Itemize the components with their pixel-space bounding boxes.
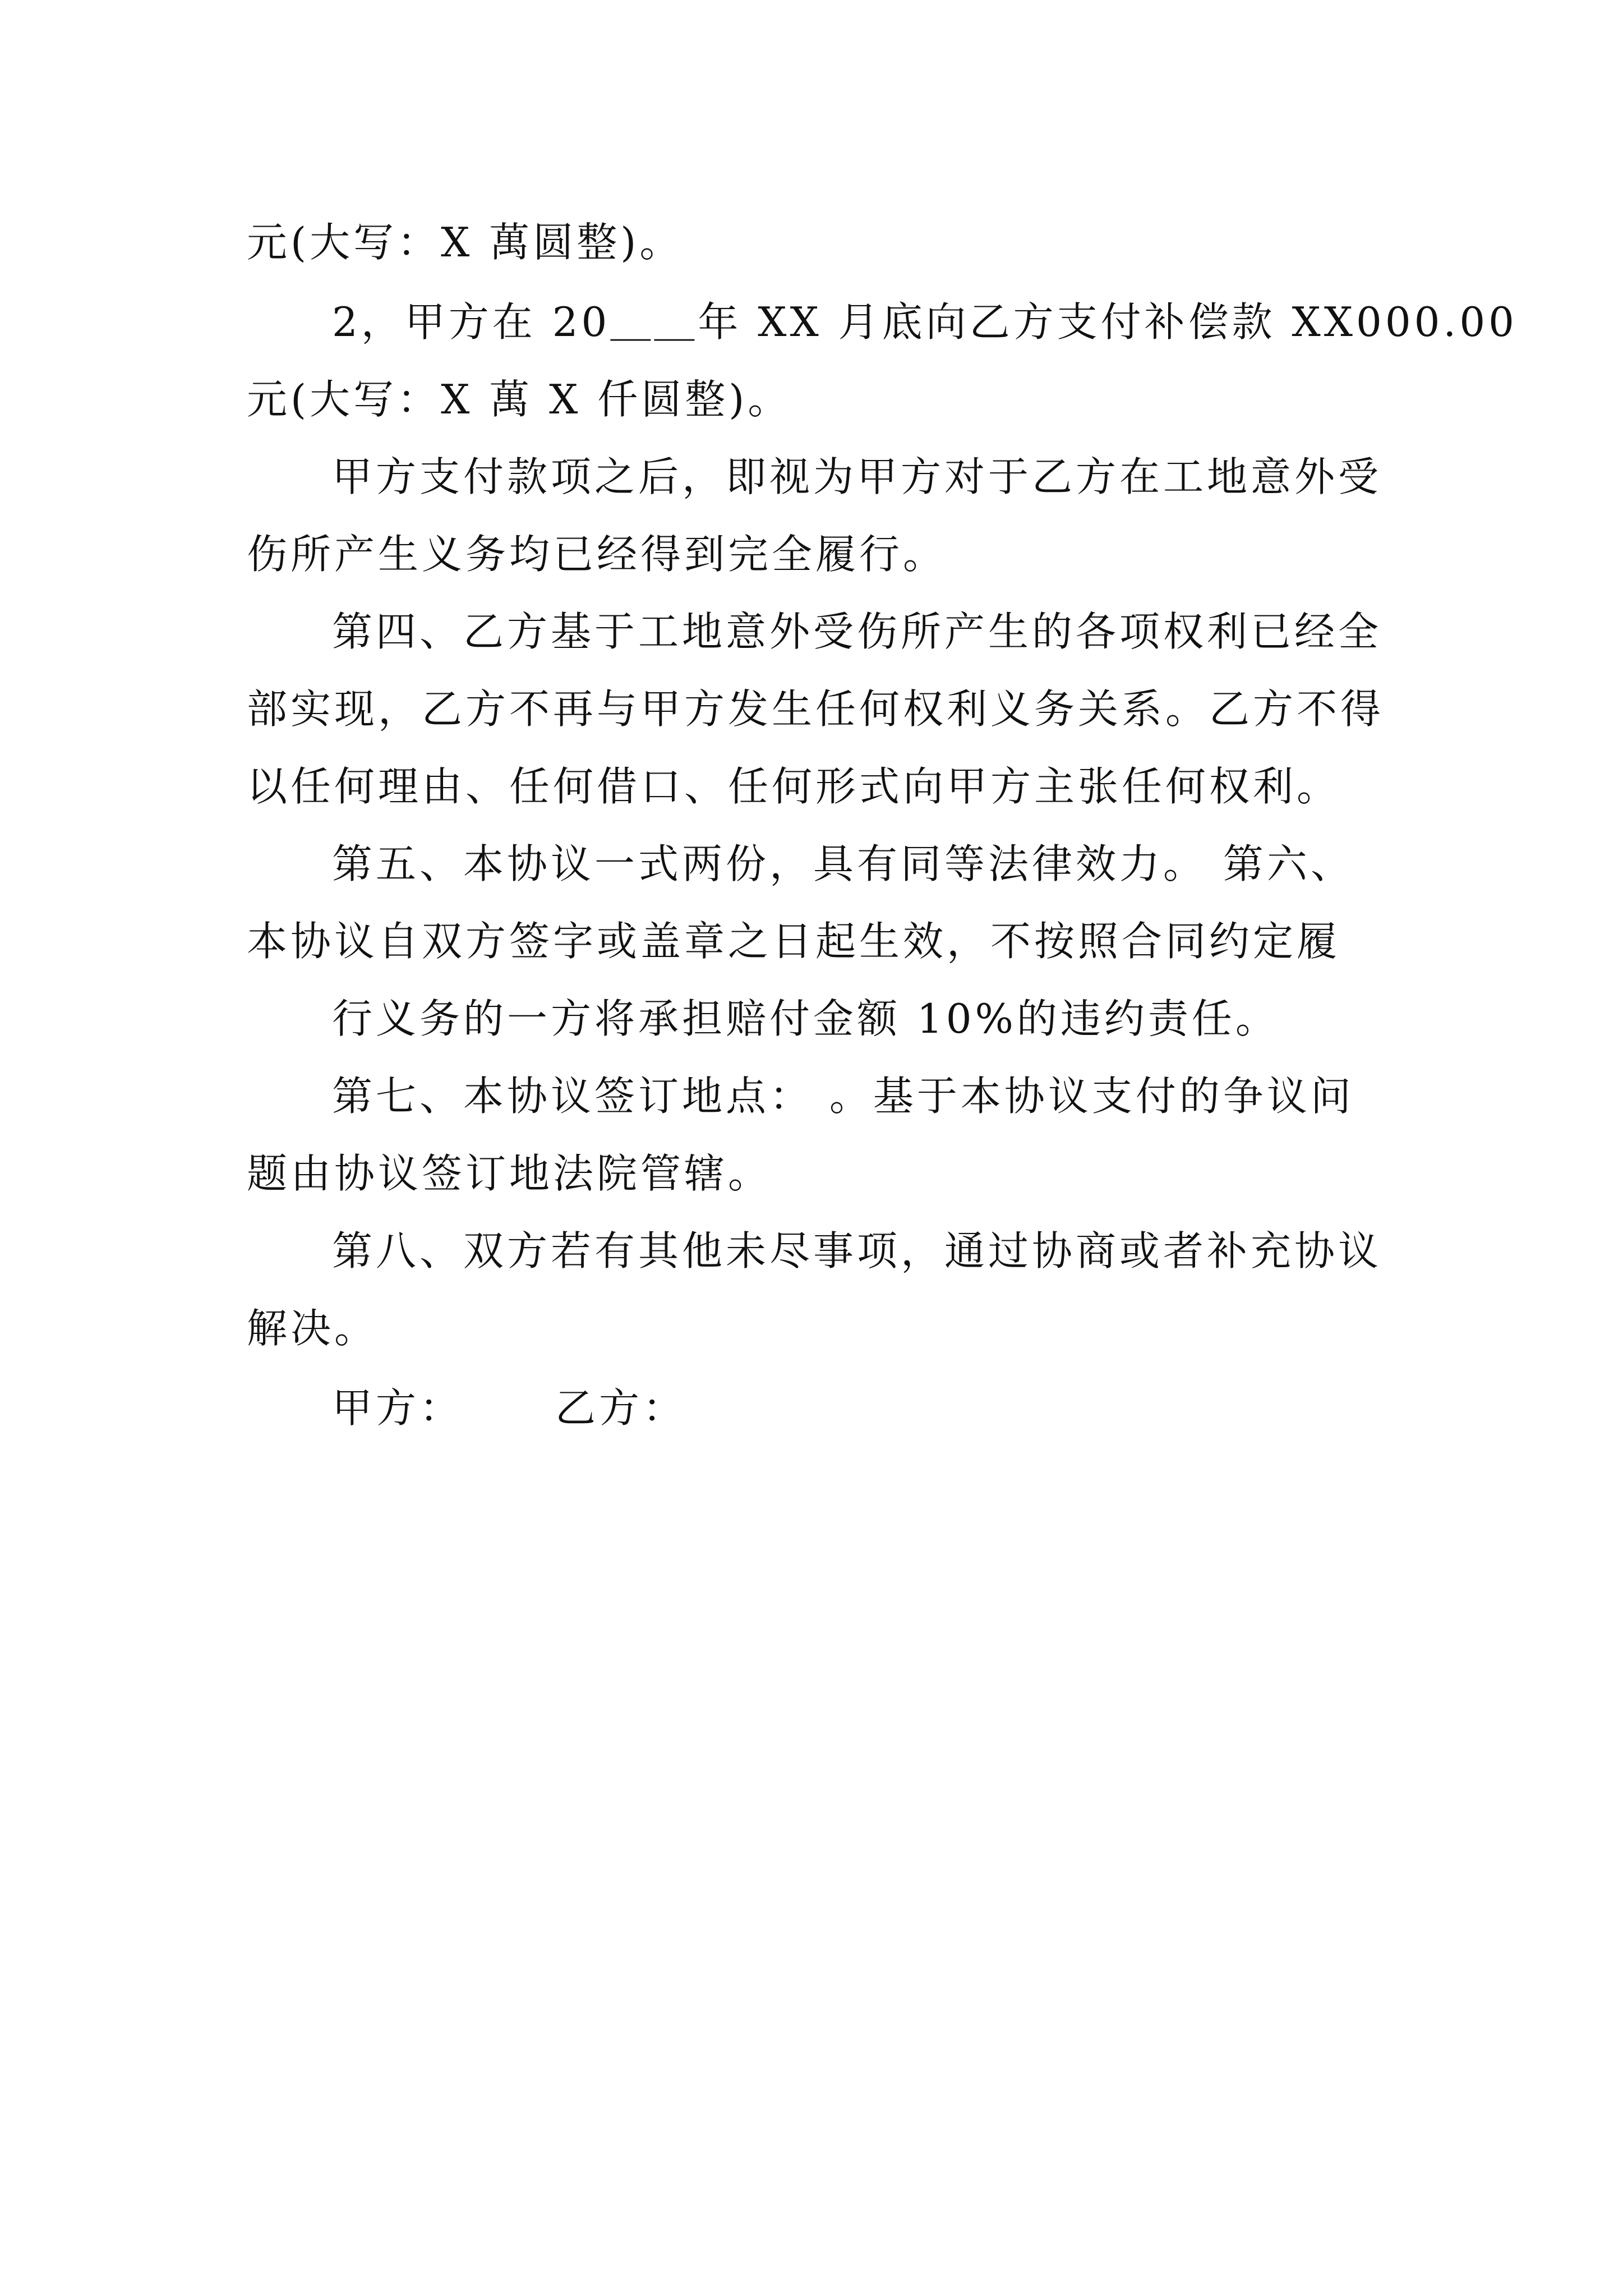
text-line: 解决。 (247, 1305, 379, 1352)
signature-party-b: 乙方： (555, 1384, 687, 1432)
text-line: 部实现，乙方不再与甲方发生任何权利义务关系。乙方不得 (247, 685, 1385, 733)
text-line: 第八、双方若有其他未尽事项，通过协商或者补充协议 (332, 1227, 1382, 1274)
text-line: 伤所产生义务均已经得到完全履行。 (247, 531, 947, 578)
text-line: 行义务的一方将承担赔付金额 10%的违约责任。 (332, 995, 1279, 1042)
text-line: 第四、乙方基于工地意外受伤所产生的各项权利已经全 (332, 608, 1382, 655)
text-line: 以任何理由、任何借口、任何形式向甲方主张任何权利。 (247, 763, 1341, 810)
text-line: 2，甲方在 20＿＿年 XX 月底向乙方支付补偿款 XX000.00 (332, 298, 1518, 346)
text-line: 第七、本协议签订地点： 。基于本协议支付的争议问 (332, 1073, 1354, 1120)
text-line: 甲方支付款项之后，即视为甲方对于乙方在工地意外受 (332, 453, 1382, 500)
text-line: 元(大写：X 萬 X 仟圆整)。 (247, 376, 792, 423)
text-line: 题由协议签订地法院管辖。 (247, 1150, 772, 1197)
text-line: 本协议自双方签字或盖章之日起生效，不按照合同约定履 (247, 918, 1341, 965)
text-line: 第五、本协议一式两份，具有同等法律效力。 第六、 (332, 840, 1354, 887)
text-line: 元(大写：X 萬圆整)。 (247, 219, 684, 266)
signature-party-a: 甲方： (332, 1384, 464, 1432)
